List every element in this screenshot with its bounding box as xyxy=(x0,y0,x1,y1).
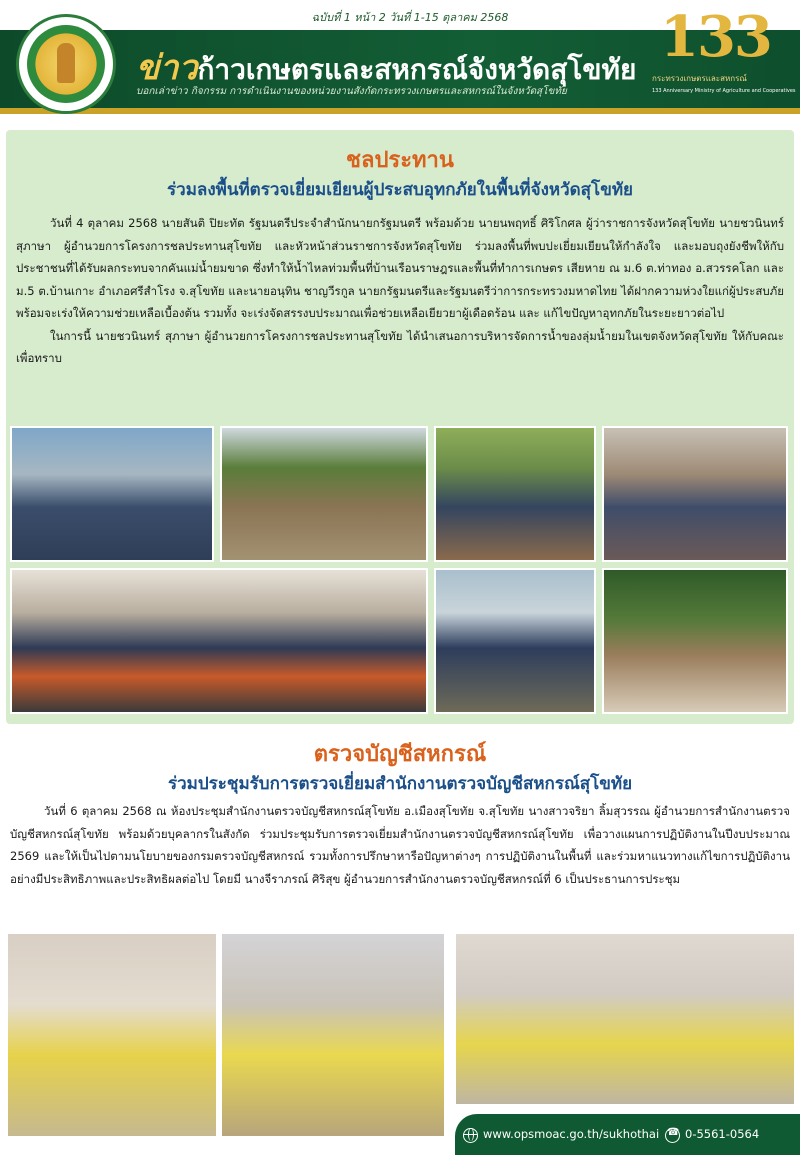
photo-meeting-chair xyxy=(222,934,444,1136)
section-subheading: ร่วมลงพื้นที่ตรวจเยี่ยมเยียนผู้ประสบอุทกภัยในพื้นที่จังหวัดสุโขทัย xyxy=(167,180,633,200)
photo-meeting-table xyxy=(456,934,794,1104)
anniversary-label: กระทรวงเกษตรและสหกรณ์ xyxy=(652,74,747,83)
section2-body xyxy=(10,800,790,890)
issue-info: ฉบับที่ 1 หน้า 2 วันที่ 1-15 ตุลาคม 2568 xyxy=(311,11,509,24)
footer-website[interactable]: www.opsmoac.go.th/sukhothai xyxy=(483,1127,660,1141)
anniversary-sub: 133 Anniversary Ministry of Agriculture and Cooperatives xyxy=(652,88,796,94)
newsletter-subtitle: บอกเล่าข่าว กิจกรรม การดำเนินงานของหน่วยงานสังกัดกระทรวงเกษตรและสหกรณ์ในจังหวัดสุโขทัย xyxy=(136,86,567,97)
footer-phone[interactable]: 0-5561-0564 xyxy=(685,1127,760,1141)
photo-river-overflow xyxy=(602,568,788,714)
irrigation-section xyxy=(6,130,794,724)
photo-director-portrait xyxy=(8,934,216,1136)
anniversary-number: 133 xyxy=(660,4,771,70)
section-heading: ชลประทาน xyxy=(346,148,454,173)
section-body xyxy=(16,212,784,370)
paragraph: วันที่ 4 ตุลาคม 2568 นายสันติ ปิยะทัต รัฐมนตรีประจำสำนักนายกรัฐมนตรี พร้อมด้วย นายนพฤทธิ์ ศิริโกศล ผู้ว่าราชการจังหวัดสุโขทัย นายชวนินทร์ สุภาษา ผู้อำนวยการโครงการชลประทานสุโขทัย และหัวหน้าส่วนราชการจังหวัดสุโขทัย ร่วมลงพื้นที่พบปะเยี่ยมเยียนให้กำลังใจ และมอบถุงยังชีพให้กับประชาชนที่ได้รับผลกระทบจากคันแม่น้ำยมขาด ซึ่งทำให้น้ำไหลท่วมพื้นที่บ้านเรือนราษฎรและพื้นที่ทำการเกษตร เสียหาย ณ ม.6 ต.ท่าทอง อ.สวรรคโลก และ ม.5 ต.บ้านเกาะ อำเภอศรีสำโรง จ.สุโขทัย และนายอนุทิน ชาญวีรกูล นายกรัฐมนตรีและรัฐมนตรีว่าการกระทรวงมหาดไทย ได้ฝากความห่วงใยแก่ผู้ประสบภัย พร้อมจะเร่งให้ความช่วยเหลือเบื้องต้น รวมทั้ง จะเร่งจัดสรรงบประมาณเพื่อช่วยเหลือเยียวยาผู้เดือดร้อน และ แก้ไขปัญหาอุทกภัยในระยะยาวต่อไป xyxy=(16,216,784,320)
anniversary-logo xyxy=(652,4,796,108)
photo-residents-meeting xyxy=(602,426,788,562)
section2-subheading: ร่วมประชุมรับการตรวจเยี่ยมสำนักงานตรวจบัญชีสหกรณ์สุโขทัย xyxy=(167,774,633,794)
photo-officials-lineup xyxy=(434,568,596,714)
photo-breached-embankment xyxy=(220,426,428,562)
photo-group-briefing xyxy=(10,568,428,714)
title-accent: ข่าว xyxy=(136,48,198,88)
photo-relief-handover xyxy=(434,426,596,562)
logo-emblem xyxy=(27,25,105,103)
photo-officials-visit xyxy=(10,426,214,562)
section2-heading: ตรวจบัญชีสหกรณ์ xyxy=(313,742,487,767)
globe-icon xyxy=(463,1128,478,1143)
logo-deity-figure xyxy=(57,43,75,83)
paragraph: วันที่ 6 ตุลาคม 2568 ณ ห้องประชุมสำนักงานตรวจบัญชีสหกรณ์สุโขทัย อ.เมืองสุโขทัย จ.สุโขทัย นางสาวจริยา ลิ้มสุวรรณ ผู้อำนวยการสำนักงานตรวจบัญชีสหกรณ์สุโขทัย พร้อมด้วยบุคลากรในสังกัด ร่วมประชุมรับการตรวจเยี่ยมสำนักงานตรวจบัญชีสหกรณ์สุโขทัย เพื่อวางแผนการปฏิบัติงานในปีงบประมาณ 2569 และให้เป็นไปตามนโยบายของกรมตรวจบัญชีสหกรณ์ รวมทั้งการปรึกษาหารือปัญหาต่างๆ การปฏิบัติงานในพื้นที่ และร่วมหาแนวทางแก้ไขการปฏิบัติงานอย่างมีประสิทธิภาพและประสิทธิผลต่อไป โดยมี นางจีราภรณ์ ศิริสุข ผู้อำนวยการสำนักงานตรวจบัญชีสหกรณ์ที่ 6 เป็นประธานการประชุม xyxy=(10,804,790,886)
ministry-logo xyxy=(16,14,116,114)
title-rest: ก้าวเกษตรและสหกรณ์จังหวัดสุโขทัย xyxy=(197,53,637,86)
paragraph: ในการนี้ นายชวนินทร์ สุภาษา ผู้อำนวยการโครงการชลประทานสุโขทัย ได้นำเสนอการบริหารจัดการน้ำของลุ่มน้ำยมในเขตจังหวัดสุโขทัย ให้กับคณะเพื่อทราบ xyxy=(16,328,784,365)
phone-icon xyxy=(665,1128,680,1143)
banner-stripe xyxy=(0,108,800,114)
